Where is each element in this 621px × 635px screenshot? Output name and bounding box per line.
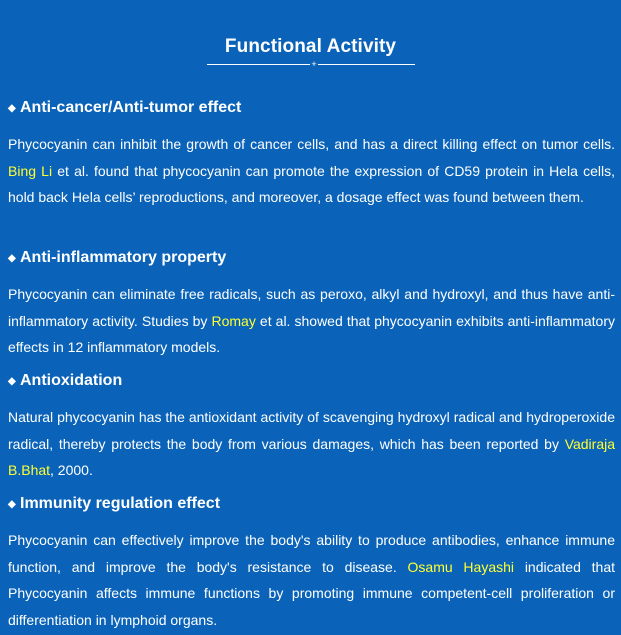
diamond-bullet-icon: ◆: [8, 499, 16, 510]
page-title: Functional Activity: [224, 36, 397, 57]
highlighted-name: Vadiraja B.Bhat: [8, 435, 616, 478]
section-paragraph: Phycocyanin can effectively improve the body's ability to produce antibodies, enhance immune function, and improve the body's resistance to disease. Osamu Hayashi indicated that Phycocyanin affects immune functions by promoting immune competent-cell proliferation or differentiation in lymphoid organs.: [8, 532, 615, 628]
highlighted-name: Romay: [211, 312, 256, 329]
section-heading: ◆ Antioxidation: [8, 371, 615, 391]
section-heading: ◆ Immunity regulation effect: [8, 494, 615, 514]
section-paragraph: Natural phycocyanin has the antioxidant activity of scavenging hydroxyl radical and hydroperoxide radical, thereby protects the body from various damages, which has been reported by Vadiraja B.Bhat, 2000.: [8, 409, 616, 478]
section-heading: ◆ Anti-cancer/Anti-tumor effect: [8, 98, 615, 118]
plus-icon: +: [311, 59, 317, 69]
highlighted-name: Osamu Hayashi: [407, 558, 515, 575]
section-antioxidation: [8, 371, 615, 484]
section-immunity: [8, 494, 615, 633]
section-paragraph: Phycocyanin can eliminate free radicals, such as peroxo, alkyl and hydroxyl, and thus have anti-inflammatory activity. Studies by Romay et al. showed that phycocyanin exhibits anti-inflammatory effects in 12 inflammatory models.: [8, 286, 616, 355]
diamond-bullet-icon: ◆: [8, 253, 16, 264]
section-anti-inflammatory: [8, 248, 615, 361]
title-divider: [207, 59, 415, 69]
highlighted-name: Bing Li: [8, 162, 53, 179]
diamond-bullet-icon: ◆: [8, 103, 16, 114]
diamond-bullet-icon: ◆: [8, 376, 16, 387]
section-anti-cancer: [8, 98, 615, 211]
title-block: [0, 36, 621, 58]
section-heading: ◆ Anti-inflammatory property: [8, 248, 615, 268]
section-paragraph: Phycocyanin can inhibit the growth of cancer cells, and has a direct killing effect on tumor cells. Bing Li et al. found that phycocyanin can promote the expression of CD59 protein in Hela cells, hold back Hela cells’ reproductions, and moreover, a dosage effect was found between them.: [8, 136, 615, 205]
